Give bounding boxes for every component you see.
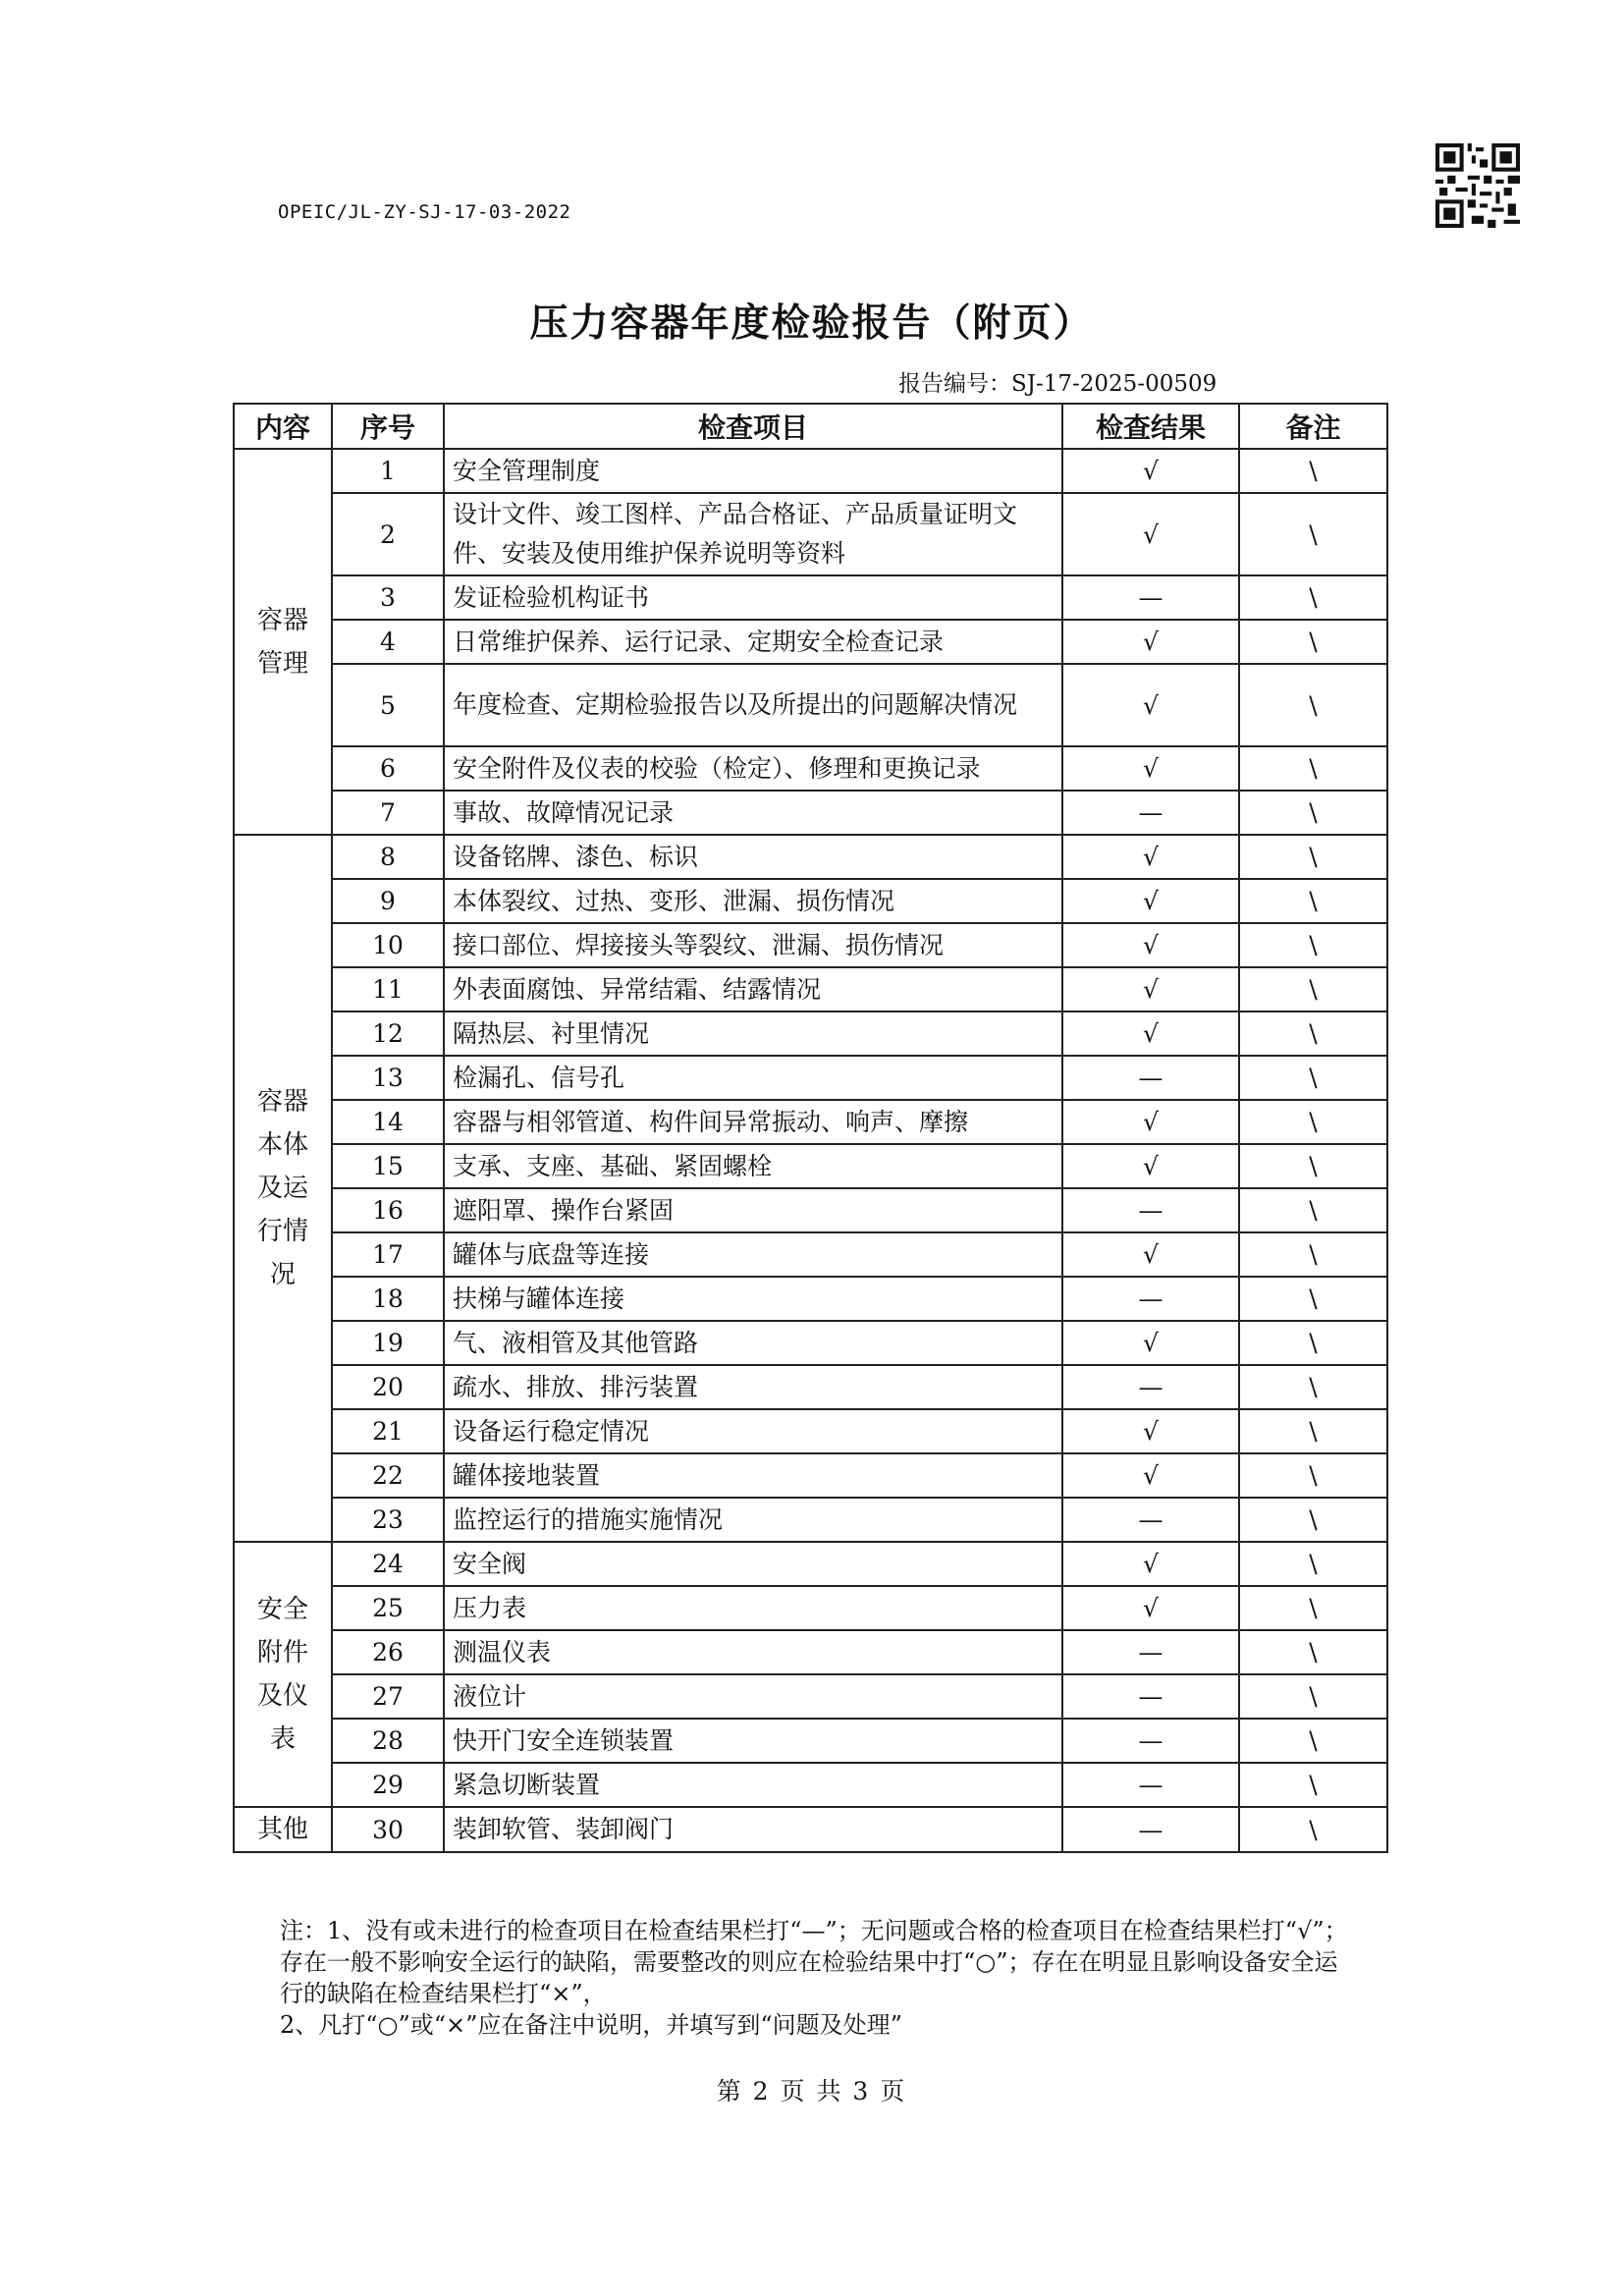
check-item: 本体裂纹、过热、变形、泄漏、损伤情况 <box>444 879 1062 923</box>
remark: \ <box>1239 1674 1387 1719</box>
row-number: 25 <box>332 1586 444 1630</box>
check-result: — <box>1062 1630 1239 1674</box>
row-number: 10 <box>332 923 444 967</box>
remark: \ <box>1239 967 1387 1011</box>
remark: \ <box>1239 923 1387 967</box>
column-header-item: 检查项目 <box>444 404 1062 449</box>
check-result: √ <box>1062 1011 1239 1056</box>
check-result: — <box>1062 1277 1239 1321</box>
row-number: 11 <box>332 967 444 1011</box>
document-code: OPEIC/JL-ZY-SJ-17-03-2022 <box>278 201 571 223</box>
report-number: 报告编号：SJ-17-2025-00509 <box>898 371 1217 397</box>
table-row <box>234 1277 1387 1321</box>
remark: \ <box>1239 791 1387 835</box>
check-item: 日常维护保养、运行记录、定期安全检查记录 <box>444 620 1062 664</box>
table-row <box>234 1674 1387 1719</box>
check-item: 扶梯与罐体连接 <box>444 1277 1062 1321</box>
remark: \ <box>1239 1719 1387 1763</box>
check-result: √ <box>1062 746 1239 791</box>
remark: \ <box>1239 449 1387 493</box>
table-row <box>234 664 1387 746</box>
row-number: 9 <box>332 879 444 923</box>
check-item: 罐体与底盘等连接 <box>444 1232 1062 1277</box>
check-item: 监控运行的措施实施情况 <box>444 1498 1062 1542</box>
table-header-row <box>234 404 1387 449</box>
check-item: 安全阀 <box>444 1542 1062 1586</box>
row-number: 3 <box>332 575 444 620</box>
row-number: 27 <box>332 1674 444 1719</box>
check-result: √ <box>1062 923 1239 967</box>
check-result: — <box>1062 1674 1239 1719</box>
table-row <box>234 1542 1387 1586</box>
remark: \ <box>1239 664 1387 746</box>
remark: \ <box>1239 1630 1387 1674</box>
remark: \ <box>1239 1321 1387 1365</box>
row-number: 20 <box>332 1365 444 1409</box>
check-item: 罐体接地装置 <box>444 1453 1062 1498</box>
remark: \ <box>1239 835 1387 879</box>
check-item: 安全附件及仪表的校验（检定）、修理和更换记录 <box>444 746 1062 791</box>
check-item: 装卸软管、装卸阀门 <box>444 1807 1062 1852</box>
column-header-result: 检查结果 <box>1062 404 1239 449</box>
check-item: 快开门安全连锁装置 <box>444 1719 1062 1763</box>
table-row <box>234 1232 1387 1277</box>
table-row <box>234 1188 1387 1232</box>
column-header-number: 序号 <box>332 404 444 449</box>
check-item: 发证检验机构证书 <box>444 575 1062 620</box>
check-result: — <box>1062 1056 1239 1100</box>
check-result: — <box>1062 1719 1239 1763</box>
remark: \ <box>1239 493 1387 575</box>
remark: \ <box>1239 620 1387 664</box>
check-item: 测温仪表 <box>444 1630 1062 1674</box>
row-number: 23 <box>332 1498 444 1542</box>
check-result: √ <box>1062 1453 1239 1498</box>
row-number: 21 <box>332 1409 444 1453</box>
row-number: 7 <box>332 791 444 835</box>
check-result: — <box>1062 575 1239 620</box>
check-item: 外表面腐蚀、异常结霜、结露情况 <box>444 967 1062 1011</box>
table-row <box>234 1100 1387 1144</box>
check-item: 遮阳罩、操作台紧固 <box>444 1188 1062 1232</box>
table-row <box>234 1453 1387 1498</box>
remark: \ <box>1239 879 1387 923</box>
table-row <box>234 449 1387 493</box>
group-label: 安全 附件 及仪 表 <box>234 1542 332 1807</box>
row-number: 30 <box>332 1807 444 1852</box>
check-item: 液位计 <box>444 1674 1062 1719</box>
check-result: √ <box>1062 449 1239 493</box>
table-row <box>234 835 1387 879</box>
check-item: 压力表 <box>444 1586 1062 1630</box>
check-item: 设计文件、竣工图样、产品合格证、产品质量证明文件、安装及使用维护保养说明等资料 <box>444 493 1062 575</box>
check-result: √ <box>1062 1144 1239 1188</box>
check-result: — <box>1062 1188 1239 1232</box>
table-row <box>234 879 1387 923</box>
check-result: — <box>1062 1763 1239 1807</box>
remark: \ <box>1239 1100 1387 1144</box>
row-number: 29 <box>332 1763 444 1807</box>
check-result: — <box>1062 1498 1239 1542</box>
notes <box>280 1915 1360 2041</box>
table-row <box>234 1498 1387 1542</box>
check-result: — <box>1062 791 1239 835</box>
column-header-content: 内容 <box>234 404 332 449</box>
remark: \ <box>1239 1056 1387 1100</box>
check-item: 设备运行稳定情况 <box>444 1409 1062 1453</box>
table-row <box>234 1586 1387 1630</box>
table-row <box>234 1365 1387 1409</box>
check-result: — <box>1062 1365 1239 1409</box>
check-item: 容器与相邻管道、构件间异常振动、响声、摩擦 <box>444 1100 1062 1144</box>
check-item: 年度检查、定期检验报告以及所提出的问题解决情况 <box>444 664 1062 746</box>
row-number: 4 <box>332 620 444 664</box>
qr-code-icon <box>1435 143 1520 228</box>
check-result: √ <box>1062 1586 1239 1630</box>
remark: \ <box>1239 1277 1387 1321</box>
row-number: 22 <box>332 1453 444 1498</box>
row-number: 18 <box>332 1277 444 1321</box>
remark: \ <box>1239 1586 1387 1630</box>
check-result: — <box>1062 1807 1239 1852</box>
check-item: 疏水、排放、排污装置 <box>444 1365 1062 1409</box>
note-2: 2、凡打“○”或“×”应在备注中说明，并填写到“问题及处理” <box>280 2011 902 2039</box>
note-1: 注：1、没有或未进行的检查项目在检查结果栏打“—”；无问题或合格的检查项目在检查结果栏打“√”；存在一般不影响安全运行的缺陷，需要整改的则应在检验结果中打“○”；存在在明显且影响设备安全运行的缺陷在检查结果栏打“×”， <box>280 1917 1348 2007</box>
check-result: √ <box>1062 493 1239 575</box>
check-item: 接口部位、焊接接头等裂纹、泄漏、损伤情况 <box>444 923 1062 967</box>
check-item: 隔热层、衬里情况 <box>444 1011 1062 1056</box>
group-label: 其他 <box>234 1807 332 1852</box>
table-row <box>234 1630 1387 1674</box>
remark: \ <box>1239 1807 1387 1852</box>
row-number: 13 <box>332 1056 444 1100</box>
row-number: 12 <box>332 1011 444 1056</box>
table-row <box>234 791 1387 835</box>
row-number: 1 <box>332 449 444 493</box>
check-result: √ <box>1062 1100 1239 1144</box>
table-row <box>234 1763 1387 1807</box>
remark: \ <box>1239 1453 1387 1498</box>
table-row <box>234 493 1387 575</box>
check-result: √ <box>1062 967 1239 1011</box>
group-label: 容器 管理 <box>234 449 332 835</box>
table-row <box>234 1807 1387 1852</box>
remark: \ <box>1239 1409 1387 1453</box>
row-number: 24 <box>332 1542 444 1586</box>
check-result: √ <box>1062 1542 1239 1586</box>
table-row <box>234 1144 1387 1188</box>
row-number: 17 <box>332 1232 444 1277</box>
check-item: 紧急切断装置 <box>444 1763 1062 1807</box>
remark: \ <box>1239 1011 1387 1056</box>
row-number: 19 <box>332 1321 444 1365</box>
table-row <box>234 1719 1387 1763</box>
row-number: 26 <box>332 1630 444 1674</box>
remark: \ <box>1239 1188 1387 1232</box>
remark: \ <box>1239 746 1387 791</box>
row-number: 2 <box>332 493 444 575</box>
group-label: 容器 本体 及运 行情 况 <box>234 835 332 1542</box>
row-number: 14 <box>332 1100 444 1144</box>
check-item: 气、液相管及其他管路 <box>444 1321 1062 1365</box>
check-result: √ <box>1062 620 1239 664</box>
check-item: 支承、支座、基础、紧固螺栓 <box>444 1144 1062 1188</box>
remark: \ <box>1239 1498 1387 1542</box>
remark: \ <box>1239 1542 1387 1586</box>
check-result: √ <box>1062 664 1239 746</box>
remark: \ <box>1239 1144 1387 1188</box>
table-row <box>234 746 1387 791</box>
page-number: 第 2 页 共 3 页 <box>716 2077 907 2105</box>
check-result: √ <box>1062 835 1239 879</box>
table-row <box>234 1011 1387 1056</box>
table-row <box>234 1409 1387 1453</box>
column-header-remark: 备注 <box>1239 404 1387 449</box>
check-result: √ <box>1062 1409 1239 1453</box>
row-number: 8 <box>332 835 444 879</box>
remark: \ <box>1239 575 1387 620</box>
row-number: 28 <box>332 1719 444 1763</box>
page-title: 压力容器年度检验报告（附页） <box>529 301 1094 346</box>
check-item: 检漏孔、信号孔 <box>444 1056 1062 1100</box>
check-result: √ <box>1062 1321 1239 1365</box>
check-result: √ <box>1062 1232 1239 1277</box>
row-number: 6 <box>332 746 444 791</box>
inspection-table <box>233 403 1388 1853</box>
check-item: 安全管理制度 <box>444 449 1062 493</box>
table-row <box>234 1321 1387 1365</box>
row-number: 5 <box>332 664 444 746</box>
table-row <box>234 967 1387 1011</box>
remark: \ <box>1239 1232 1387 1277</box>
check-item: 事故、故障情况记录 <box>444 791 1062 835</box>
row-number: 16 <box>332 1188 444 1232</box>
table-row <box>234 923 1387 967</box>
table-body <box>234 449 1387 1852</box>
check-result: √ <box>1062 879 1239 923</box>
check-item: 设备铭牌、漆色、标识 <box>444 835 1062 879</box>
row-number: 15 <box>332 1144 444 1188</box>
remark: \ <box>1239 1365 1387 1409</box>
table-row <box>234 620 1387 664</box>
table-row <box>234 1056 1387 1100</box>
remark: \ <box>1239 1763 1387 1807</box>
table-row <box>234 575 1387 620</box>
